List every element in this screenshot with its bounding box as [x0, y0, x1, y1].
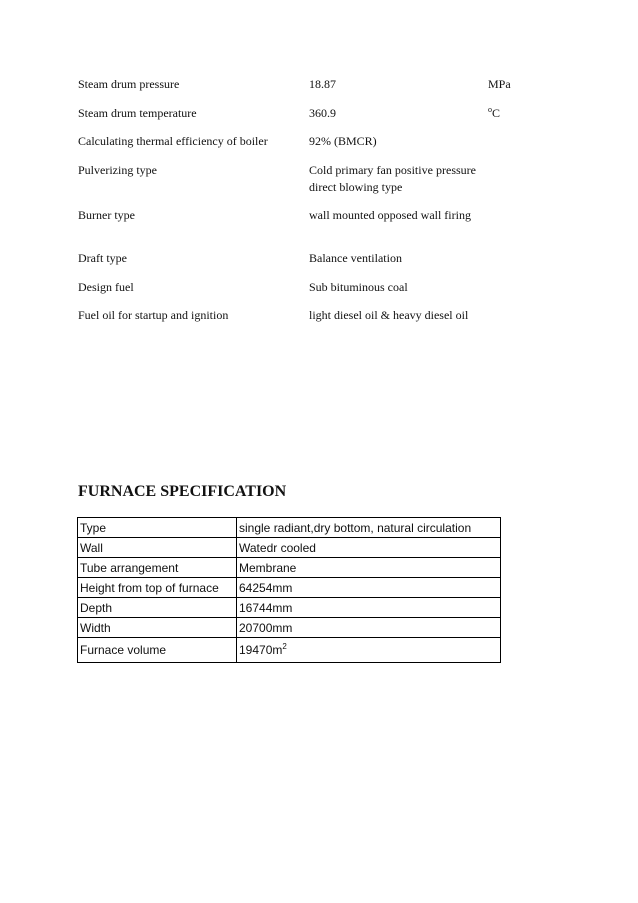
table-value-text: 16744mm: [239, 600, 293, 615]
table-key-cell: Height from top of furnace: [78, 578, 237, 598]
spec-value: Cold primary fan positive pressure direct blowing type: [309, 163, 476, 194]
spec-unit-sup: o: [488, 105, 492, 114]
table-key-cell: Wall: [78, 538, 237, 558]
table-row: [78, 538, 501, 558]
table-value-cell: [237, 578, 501, 598]
table-row: [78, 578, 501, 598]
spec-label: Design fuel: [78, 280, 134, 294]
furnace-spec-table: [77, 517, 501, 663]
spec-unit-text: C: [492, 106, 501, 120]
table-value-text: Membrane: [239, 560, 297, 575]
table-value-cell: [237, 598, 501, 618]
spec-unit: [488, 76, 538, 93]
spec-label: Draft type: [78, 251, 127, 265]
table-key-cell: Width: [78, 618, 237, 638]
table-value-text: 20700mm: [239, 620, 293, 635]
spec-value: 360.9: [309, 106, 336, 120]
table-value-cell: [237, 558, 501, 578]
table-value-cell: [237, 538, 501, 558]
table-value-sup: 2: [282, 642, 287, 651]
table-key-cell: Type: [78, 518, 237, 538]
spec-value: Sub bituminous coal: [309, 280, 408, 294]
spec-value: light diesel oil & heavy diesel oil: [309, 308, 469, 322]
table-row: [78, 638, 501, 663]
table-key-cell: Tube arrangement: [78, 558, 237, 578]
table-value-cell: [237, 518, 501, 538]
spec-label: Steam drum pressure: [78, 77, 180, 91]
table-key-cell: Depth: [78, 598, 237, 618]
table-value-text: single radiant,dry bottom, natural circulation: [239, 520, 472, 535]
table-row: [78, 558, 501, 578]
spec-label: Calculating thermal efficiency of boiler: [78, 134, 268, 148]
spec-unit: [488, 105, 538, 122]
spec-label: Fuel oil for startup and ignition: [78, 308, 229, 322]
spec-value: wall mounted opposed wall firing: [309, 208, 471, 222]
table-value-cell: [237, 618, 501, 638]
table-value-text: 19470m: [239, 643, 283, 657]
table-value-text: 64254mm: [239, 580, 293, 595]
table-row: [78, 598, 501, 618]
spec-value: 92% (BMCR): [309, 134, 377, 148]
table-row: [78, 518, 501, 538]
spec-unit-text: MPa: [488, 77, 511, 91]
table-row: [78, 618, 501, 638]
spec-value: Balance ventilation: [309, 251, 402, 265]
table-value-cell: [237, 638, 501, 663]
spec-label: Burner type: [78, 208, 135, 222]
section-heading: FURNACE SPECIFICATION: [78, 483, 287, 500]
table-key-cell: Furnace volume: [78, 638, 237, 663]
table-value-text: Watedr cooled: [239, 540, 316, 555]
spec-label: Steam drum temperature: [78, 106, 197, 120]
spec-value: 18.87: [309, 77, 336, 91]
spec-label: Pulverizing type: [78, 163, 157, 177]
